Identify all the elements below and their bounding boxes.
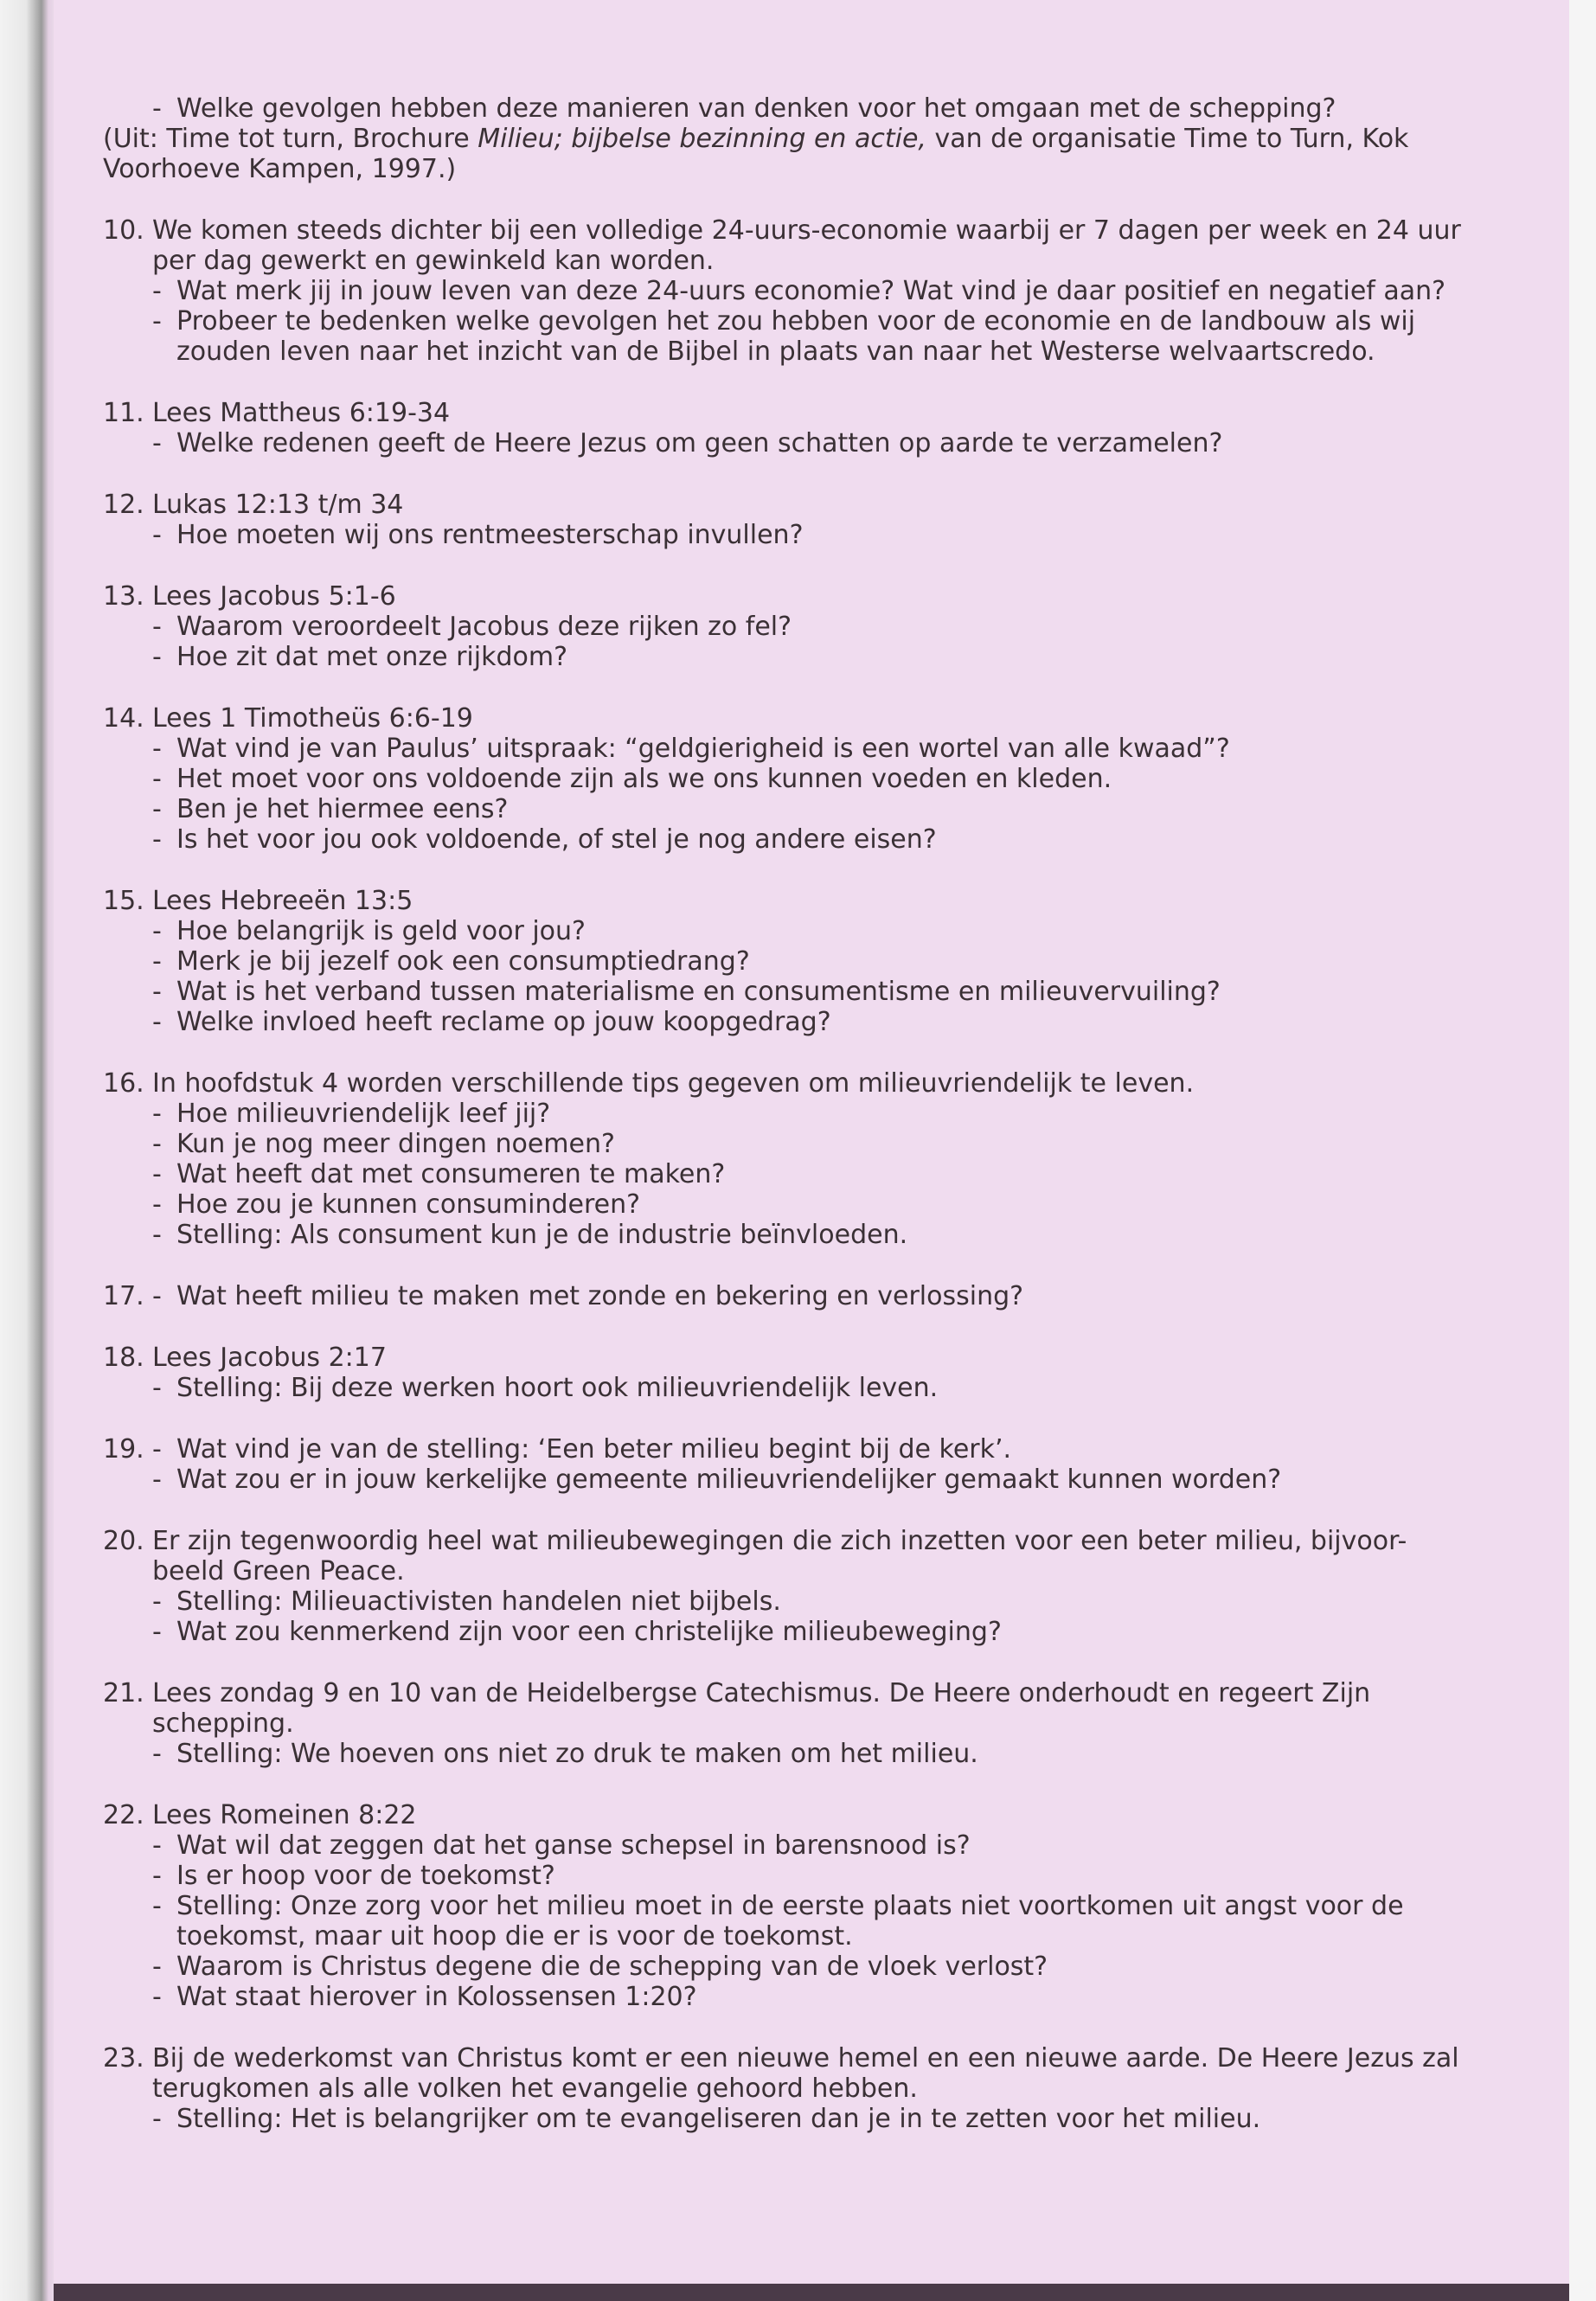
bullet-text: Stelling: Als consument kun je de industrie beïnvloeden. [176,1220,908,1250]
question-bullet [152,824,1472,855]
question-item [54,215,1472,367]
question-item [54,581,1472,672]
bullet-text: Hoe zit dat met onze rijkdom? [176,642,568,672]
question-item [54,703,1472,855]
question-bullet [152,428,1472,458]
question-bullet [152,916,1472,946]
question-text: We komen steeds dichter bij een volledige 24-uurs-economie waarbij er 7 dagen per week en 24 uur per dag gewerkt en gewinkeld kan worden. [152,215,1461,276]
question-text: Bij de wederkomst van Christus komt er een nieuwe hemel en een nieuwe aarde. De Heere Jezus zal terugkomen als alle volken het evangelie gehoord hebben. [152,2043,1459,2104]
bullet-text: Hoe zou je kunnen consuminderen? [176,1189,641,1220]
bullet-text: Welke redenen geeft de Heere Jezus om geen schatten op aarde te verzamelen? [176,428,1223,458]
bullet-text: Wat vind je van Paulus’ uitspraak: “geldgierigheid is een wortel van alle kwaad”? [176,734,1230,764]
document-body [54,93,1472,2165]
question-item [54,1678,1472,1769]
source-reference: (Uit: Time tot turn, Brochure Milieu; bijbelse bezinning en actie, van de organisatie Time to Turn, Kok Voorhoeve Kampen, 1997.) [103,124,1409,184]
question-number: 21. [103,1678,144,1708]
intro-question: - Welke gevolgen hebben deze manieren van denken voor het omgaan met de schepping? [152,93,1472,124]
question-bullet [152,1830,1472,1861]
bullet-text: Merk je bij jezelf ook een consumptiedrang? [176,946,750,977]
bullet-text: Welke invloed heeft reclame op jouw koopgedrag? [176,1007,831,1037]
bullet-text: Stelling: We hoeven ons niet zo druk te maken om het milieu. [176,1739,978,1769]
question-item [54,1800,1472,2012]
question-bullet [152,1861,1472,1891]
question-item [54,1068,1472,1250]
bullet-text: Wat vind je van de stelling: ‘Een beter milieu begint bij de kerk’. [176,1434,1012,1465]
question-item [54,1281,1472,1311]
bullet-text: Hoe belangrijk is geld voor jou? [176,916,586,946]
bullet-text: Wat heeft milieu te maken met zonde en bekering en verlossing? [176,1281,1024,1311]
question-bullet [152,1159,1472,1189]
bullet-text: Wat is het verband tussen materialisme en consumentisme en milieuvervuiling? [176,977,1221,1007]
question-bullet [152,977,1472,1007]
bullet-text: Ben je het hiermee eens? [176,794,509,824]
bullet-text: Hoe milieuvriendelijk leef jij? [176,1099,551,1129]
question-bullet [152,946,1472,977]
bullet-text: Wat wil dat zeggen dat het ganse schepsel in barensnood is? [176,1830,971,1861]
question-number: 12. [103,490,144,520]
question-number: 14. [103,703,144,734]
question-number: 22. [103,1800,144,1830]
question-bullet [152,1099,1472,1129]
question-bullet [152,794,1472,824]
question-bullet [152,764,1472,794]
question-number: 15. [103,886,144,916]
question-bullet [152,1189,1472,1220]
bullet-text: Stelling: Milieuactivisten handelen niet bijbels. [176,1586,781,1617]
question-text: In hoofdstuk 4 worden verschillende tips gegeven om milieuvriendelijk te leven. [152,1068,1195,1099]
question-bullet [152,1434,1472,1465]
question-list [54,215,1472,2134]
page-bottom-edge [54,2284,1569,2301]
question-item [54,1434,1472,1495]
bullet-text: Kun je nog meer dingen noemen? [176,1129,615,1159]
question-number: 16. [103,1068,144,1099]
question-number: 10. [103,215,144,246]
page-right-margin [1569,0,1596,2301]
question-number: 20. [103,1526,144,1556]
bullet-text: Stelling: Onze zorg voor het milieu moet in de eerste plaats niet voortkomen uit angst voor de toekomst, maar uit hoop die er is voor de toekomst. [176,1891,1404,1952]
bullet-text: Probeer te bedenken welke gevolgen het zou hebben voor de economie en de landbouw als wij zouden leven naar het inzicht van de Bijbel in plaats van naar het Westerse welvaartscredo. [176,306,1416,367]
bullet-text: Waarom is Christus degene die de schepping van de vloek verlost? [176,1952,1048,1982]
question-number: 19. [103,1434,144,1465]
question-number: 13. [103,581,144,612]
bullet-text: Is er hoop voor de toekomst? [176,1861,555,1891]
question-bullet [152,1586,1472,1617]
question-bullet [152,1952,1472,1982]
question-text: Lees zondag 9 en 10 van de Heidelbergse Catechismus. De Heere onderhoudt en regeert Zijn schepping. [152,1678,1371,1739]
question-number: 17. [103,1281,144,1311]
question-text: Lees Hebreeën 13:5 [152,886,413,916]
bullet-text: Waarom veroordeelt Jacobus deze rijken zo fel? [176,612,792,642]
question-item [54,490,1472,550]
bullet-text: Wat zou er in jouw kerkelijke gemeente milieuvriendelijker gemaakt kunnen worden? [176,1465,1282,1495]
question-bullet [152,1891,1472,1952]
question-bullet [152,1739,1472,1769]
question-item [54,398,1472,458]
question-text: Lees Romeinen 8:22 [152,1800,417,1830]
question-item [54,1526,1472,1647]
question-bullet [152,520,1472,550]
question-bullet [152,642,1472,672]
bullet-text: Stelling: Het is belangrijker om te evangeliseren dan je in te zetten voor het milieu. [176,2104,1261,2134]
bullet-text: Wat staat hierover in Kolossensen 1:20? [176,1982,697,2012]
question-bullet [152,306,1472,367]
question-item [54,2043,1472,2134]
question-item [54,886,1472,1037]
question-number: 23. [103,2043,144,2073]
question-bullet [152,1220,1472,1250]
question-text: Lukas 12:13 t/m 34 [152,490,404,520]
question-text: Lees Mattheus 6:19-34 [152,398,451,428]
bullet-text: Wat zou kenmerkend zijn voor een christelijke milieubeweging? [176,1617,1002,1647]
question-bullet [152,1617,1472,1647]
bullet-text: Is het voor jou ook voldoende, of stel je nog andere eisen? [176,824,937,855]
question-number: 18. [103,1343,144,1373]
question-item [54,1343,1472,1403]
bullet-text: Stelling: Bij deze werken hoort ook milieuvriendelijk leven. [176,1373,939,1403]
bullet-text: Hoe moeten wij ons rentmeesterschap invullen? [176,520,804,550]
question-text: Lees Jacobus 2:17 [152,1343,387,1373]
question-bullet [152,1007,1472,1037]
question-bullet [152,1129,1472,1159]
book-spine-shadow [0,0,54,2301]
question-bullet [152,612,1472,642]
bullet-text: Wat heeft dat met consumeren te maken? [176,1159,726,1189]
question-bullet [152,1281,1472,1311]
question-text: Lees 1 Timotheüs 6:6-19 [152,703,473,734]
bullet-text: Wat merk jij in jouw leven van deze 24-uurs economie? Wat vind je daar positief en negatief aan? [176,276,1446,306]
intro-block [54,93,1472,184]
question-bullet [152,1465,1472,1495]
question-text: Lees Jacobus 5:1-6 [152,581,396,612]
bullet-text: Het moet voor ons voldoende zijn als we ons kunnen voeden en kleden. [176,764,1112,794]
question-bullet [152,2104,1472,2134]
question-bullet [152,1373,1472,1403]
question-bullet [152,1982,1472,2012]
question-text: Er zijn tegenwoordig heel wat milieubewegingen die zich inzetten voor een beter milieu, bijvoor-beeld Green Peace. [152,1526,1407,1586]
question-bullet [152,276,1472,306]
question-bullet [152,734,1472,764]
question-number: 11. [103,398,144,428]
